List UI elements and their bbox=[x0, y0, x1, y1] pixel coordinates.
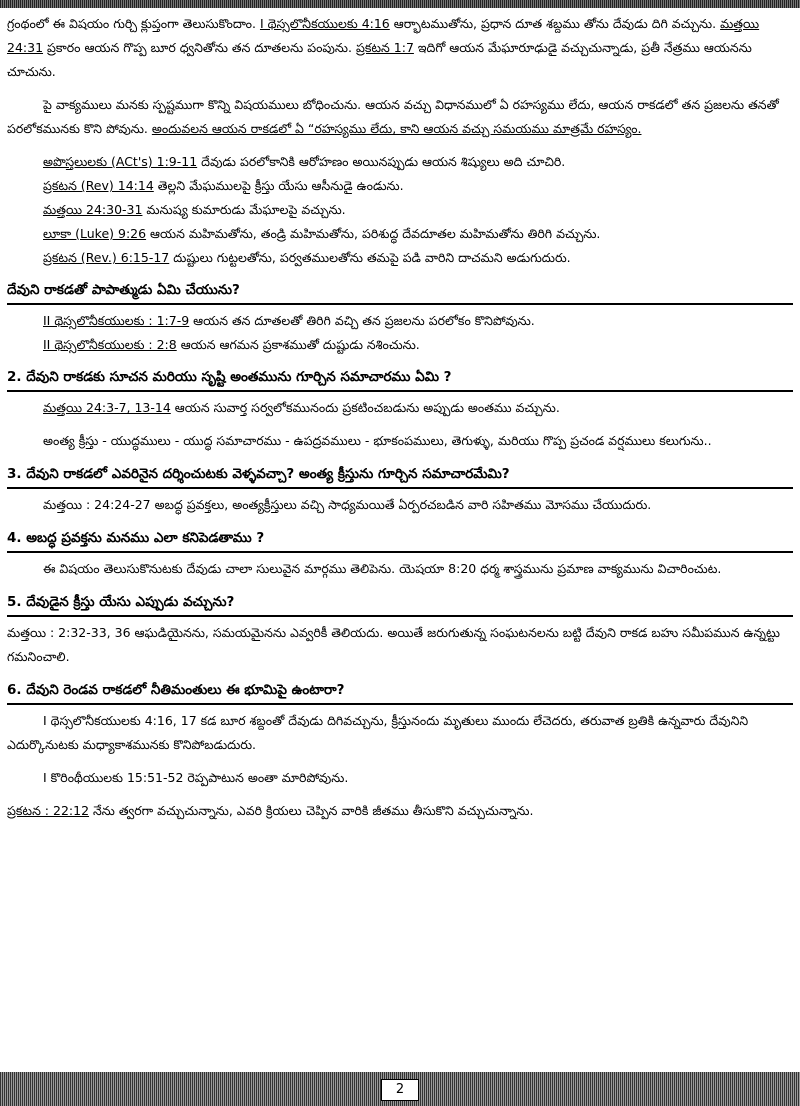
reference-line bbox=[7, 309, 793, 333]
reference-line bbox=[7, 174, 793, 198]
text: మనుష్య కుమారుడు మేఘాలపై వచ్చును. bbox=[142, 202, 346, 217]
scripture-reference: II థెస్సలొనీకయులకు : 2:8 bbox=[43, 337, 177, 352]
section-6-paragraph-2: I కొరింథీయులకు 15:51-52 రెప్పపాటున అంతా మారిపోవును. bbox=[43, 770, 349, 785]
scripture-reference: ప్రకటన (Rev.) 6:15-17 bbox=[43, 250, 170, 265]
section-2-paragraph-1 bbox=[7, 396, 793, 420]
footer-band bbox=[0, 1072, 800, 1106]
section-heading-6: 6. దేవుని రెండవ రాకడలో నీతిమంతులు ఈ భూమిపై ఉంటారా? bbox=[7, 678, 793, 705]
text: ఆయన మహిమతోను, తండ్రి మహిమతోను, పరిశుద్ధ దేవదూతల మహిమతోను తిరిగి వచ్చును. bbox=[146, 226, 601, 241]
sinner-reference-list bbox=[7, 309, 793, 357]
section-4-paragraph: ఈ విషయం తెలుసుకొనుటకు దేవుడు చాలా సులువైన మార్గము తెలిపెను. యెషయా 8:20 ధర్మ శాస్త్రమును ప్రమాణ వాక్యమును విచారించుట. bbox=[43, 561, 722, 576]
section-5-paragraph: మత్తయి : 2:32-33, 36 ఆఘడియైనను, సమయమైనను ఎవ్వరికీ తెలియదు. అయితే జరుగుతున్న సంఘటనలను బట్టి దేవుని రాకడ బహు సమీపమున ఉన్నట్టు గమనించాలి. bbox=[7, 625, 780, 664]
text: దుష్టులు గుట్టలతోను, పర్వతములతోను తమపై పడి వారిని దాచమని అడుగుదురు. bbox=[169, 250, 571, 265]
intro-paragraph-2 bbox=[7, 93, 793, 141]
section-6-paragraph-3 bbox=[7, 799, 793, 823]
text: గ్రంథంలో ఈ విషయం గుర్చి క్లుప్తంగా తెలుసుకొందాం. bbox=[7, 16, 260, 31]
intro-paragraph-1 bbox=[7, 12, 793, 84]
section-heading-5: 5. దేవుడైన క్రీస్తు యేసు ఎప్పుడు వచ్చును? bbox=[7, 590, 793, 617]
text: ఆయన తన దూతలతో తిరిగి వచ్చి తన ప్రజలను పరలోకం కొనిపోవును. bbox=[189, 313, 535, 328]
text: ఆర్భాటముతోను, ప్రధాన దూత శబ్దము తోను దేవుడు దిగి వచ్చును. bbox=[389, 16, 721, 31]
reference-line bbox=[7, 222, 793, 246]
section-6-paragraph-1: I థెస్సలొనీకయులకు 4:16, 17 కడ బూర శబ్దంతో దేవుడు దిగివచ్చును, క్రీస్తునందు మృతులు ముందు లేచెదరు, తరువాత బ్రతికి ఉన్నవారు దేవునిని ఎదుర్కొనుటకు మధ్యాకాశమునకు కొనిపోబడుదురు. bbox=[7, 713, 749, 752]
reference-line bbox=[7, 333, 793, 357]
scripture-reference: ప్రకటన 1:7 bbox=[355, 40, 414, 55]
text: ఆయన ఆగమన ప్రకాశముతో దుష్టుడు నశించును. bbox=[176, 337, 420, 352]
reference-line bbox=[7, 198, 793, 222]
text: తెల్లని మేఘములపై క్రీస్తు యేసు ఆసీనుడై ఉండును. bbox=[153, 178, 404, 193]
scripture-reference: అపొస్తలులకు (ACt's) 1:9-11 bbox=[43, 154, 198, 169]
section-2-paragraph-2: అంత్య క్రీస్తు - యుద్ధములు - యుద్ధ సమాచారము - ఉపద్రవములు - భూకంపములు, తెగుళ్ళు, మరియు గొప్ప ప్రచండ వర్షములు కలుగును.. bbox=[43, 433, 712, 448]
text: ఆయన సువార్త సర్వలోకమునందు ప్రకటించబడును అప్పుడు అంతము వచ్చును. bbox=[170, 400, 560, 415]
scripture-reference: మత్తయి 24:30-31 bbox=[43, 202, 143, 217]
section-3-paragraph: మత్తయి : 24:24-27 అబద్ధ ప్రవక్తలు, అంత్యక్రీస్తులు వచ్చి సాధ్యమయితే ఏర్పరచబడిన వారి సహితము మోసము చేయుదురు. bbox=[43, 497, 652, 512]
section-heading-3: 3. దేవుని రాకడలో ఎవరినైన దర్శించుటకు వెళ్ళవచ్చా? అంత్య క్రీస్తును గూర్చిన సమాచారమేమి? bbox=[7, 462, 793, 489]
scripture-reference: I థెస్సలొనీకయులకు 4:16 bbox=[259, 16, 390, 31]
scripture-reference: II థెస్సలొనీకయులకు : 1:7-9 bbox=[43, 313, 190, 328]
section-heading-sinner: దేవుని రాకడతో పాపాత్ముడు ఏమి చేయును? bbox=[7, 278, 793, 305]
scripture-reference: ప్రకటన : 22:12 bbox=[7, 803, 90, 818]
text: దేవుడు పరలోకానికి ఆరోహణం అయినప్పుడు ఆయన శిష్యులు అది చూచిరి. bbox=[197, 154, 566, 169]
page-content bbox=[7, 12, 793, 1068]
reference-line bbox=[7, 150, 793, 174]
scripture-reference: లూకా (Luke) 9:26 bbox=[43, 226, 147, 241]
text: ప్రకారం ఆయన గొప్ప బూర ధ్వనితోను తన దూతలను పంపును. bbox=[43, 40, 356, 55]
text: నేను త్వరగా వచ్చుచున్నాను, ఎవరి క్రియలు చెప్పిన వారికి జీతము తీసుకొని వచ్చుచున్నాను. bbox=[89, 803, 534, 818]
section-heading-4: 4. అబద్ధ ప్రవక్తను మనము ఎలా కనిపెడతాము ? bbox=[7, 526, 793, 553]
top-border bbox=[0, 0, 800, 8]
text: ఇదిగో ఆయన మేఘారూఢుడై వచ్చుచున్నాడు, ప్రతీ నేత్రము ఆయనను చూచును. bbox=[7, 40, 752, 79]
section-heading-2: 2. దేవుని రాకడకు సూచన మరియు సృష్టి అంతమును గూర్చిన సమాచారము ఏమి ? bbox=[7, 365, 793, 392]
page-number: 2 bbox=[381, 1079, 419, 1101]
scripture-reference: ప్రకటన (Rev) 14:14 bbox=[43, 178, 154, 193]
scripture-reference: మత్తయి 24:31 bbox=[7, 16, 760, 55]
intro-reference-list bbox=[7, 150, 793, 270]
scripture-reference: మత్తయి 24:3-7, 13-14 bbox=[43, 400, 171, 415]
text: పై వాక్యములు మనకు స్పష్టముగా కొన్ని విషయములు బోధించును. ఆయన వచ్చు విధానములో ఏ రహస్యము లేదు, ఆయన రాకడలో తన ప్రజలను తనతో పరలోకమునకు కొని పోవును. bbox=[7, 97, 779, 136]
emphasized-text: అందువలన ఆయన రాకడలో ఏ “రహస్యము లేదు, కాని ఆయన వచ్చు సమయము మాత్రమే రహస్యం. bbox=[151, 121, 642, 136]
reference-line bbox=[7, 246, 793, 270]
